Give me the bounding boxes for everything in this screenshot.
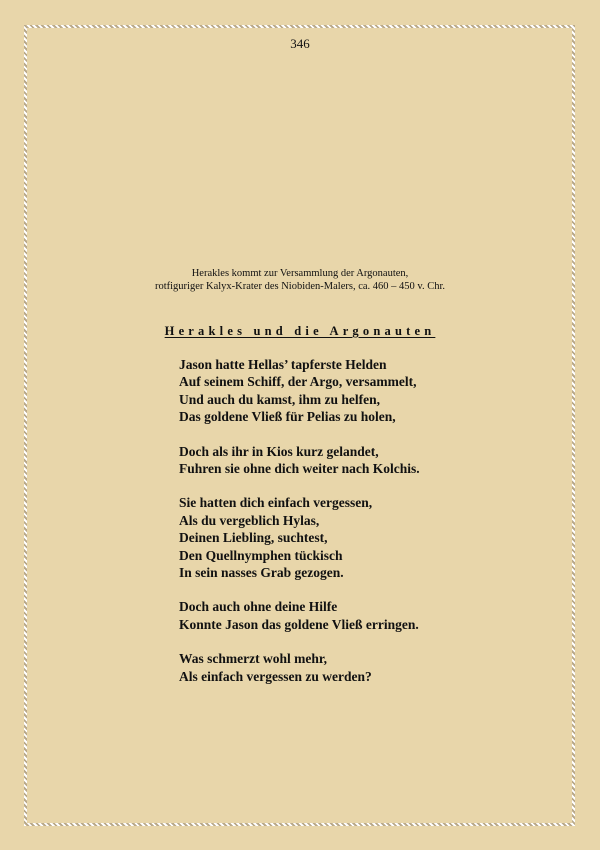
poem-body [179,356,559,702]
poem-line: Das goldene Vließ für Pelias zu holen, [179,409,396,425]
poem-line: Als einfach vergessen zu werden? [179,668,372,684]
poem-line: Fuhren sie ohne dich weiter nach Kolchis. [179,461,420,477]
poem-line: Sie hatten dich einfach vergessen, [179,495,373,511]
stanza [179,494,559,581]
stanza [179,598,559,633]
poem-line: Was schmerzt wohl mehr, [179,651,327,667]
poem-line: Konnte Jason das goldene Vließ erringen. [179,616,419,632]
poem-line: Und auch du kamst, ihm zu helfen, [179,391,381,407]
poem-line: Jason hatte Hellas’ tapferste Helden [179,357,387,372]
poem-line: Den Quellnymphen tückisch [179,547,343,563]
stanza [179,650,559,685]
stanza [179,356,559,426]
caption-line-2: rotfiguriger Kalyx-Krater des Niobiden-Malers, ca. 460 – 450 v. Chr. [154,281,446,292]
image-caption [0,267,600,293]
poem-title: Herakles und die Argonauten [164,324,436,338]
poem-line: Doch als ihr in Kios kurz gelandet, [179,443,379,459]
page-number: 346 [290,36,310,51]
poem-line: Doch auch ohne deine Hilfe [179,599,338,615]
caption-line-1: Herakles kommt zur Versammlung der Argonauten, [191,268,409,279]
poem-line: Als du vergeblich Hylas, [179,512,320,528]
poem-line: Deinen Liebling, suchtest, [179,530,328,546]
poem-line: Auf seinem Schiff, der Argo, versammelt, [179,374,417,390]
poem-line: In sein nasses Grab gezogen. [179,565,344,581]
stanza [179,443,559,478]
